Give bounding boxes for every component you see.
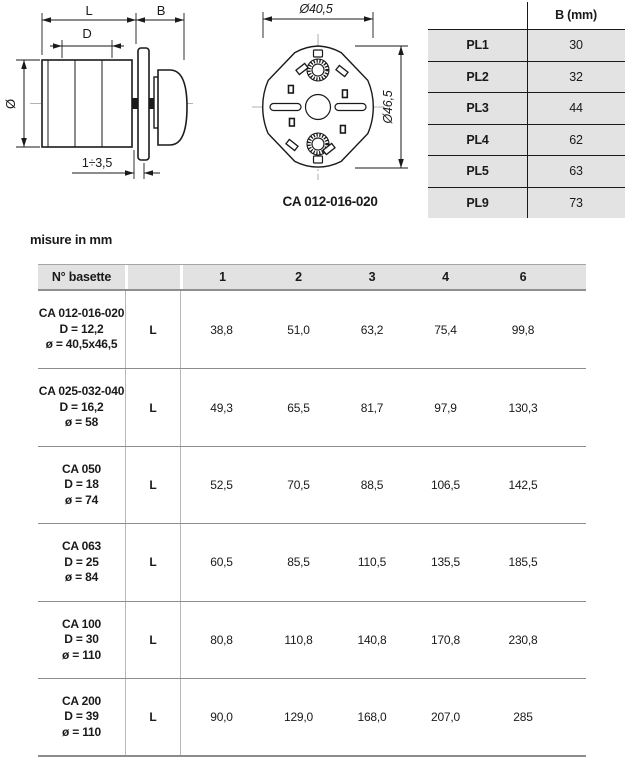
arrowhead xyxy=(364,16,373,22)
value-cell: 106,5 xyxy=(430,477,461,492)
side-slot xyxy=(335,104,366,111)
arrowhead xyxy=(136,17,145,23)
terminal-square xyxy=(341,126,346,134)
value-cell: 75,4 xyxy=(434,322,457,337)
value-cell: 207,0 xyxy=(430,710,461,725)
value-cell: 129,0 xyxy=(283,710,314,725)
value-cell: 38,8 xyxy=(180,291,262,368)
arrowhead xyxy=(175,17,184,23)
model-diam: ø = 74 xyxy=(64,492,99,507)
table-row xyxy=(38,523,586,600)
pl-value: 63 xyxy=(569,164,583,179)
value-cell: 110,5 xyxy=(357,555,387,570)
front-view-caption: CA 012-016-020 xyxy=(282,194,378,209)
model-cell xyxy=(38,679,125,755)
l-cell: L xyxy=(125,602,180,678)
value-cell: 142,5 xyxy=(508,477,538,492)
value-cell: 51,0 xyxy=(287,322,310,337)
model-name: CA 063 xyxy=(61,539,102,554)
model-name: CA 012-016-020 xyxy=(38,306,125,321)
col-header-empty xyxy=(125,265,180,289)
value-cell: 80,8 xyxy=(180,602,262,678)
terminal-square xyxy=(290,119,295,127)
pl-label: PL2 xyxy=(466,69,489,84)
terminal-square xyxy=(343,90,348,98)
pl-label: PL9 xyxy=(466,195,489,210)
pl-value: 30 xyxy=(569,38,583,53)
value-cell: 99,8 xyxy=(511,322,535,337)
model-d: D = 39 xyxy=(64,709,99,724)
b-table-header-label: B (mm) xyxy=(555,7,597,22)
value-cell: 285 xyxy=(513,710,533,725)
model-diam: ø = 84 xyxy=(64,570,99,585)
model-name: CA 200 xyxy=(61,693,102,708)
table-row xyxy=(38,446,586,523)
col-header-3: 3 xyxy=(368,270,376,284)
arrowhead xyxy=(42,17,51,23)
dim-label-L: L xyxy=(85,3,93,18)
b-table-header-empty xyxy=(428,0,527,29)
model-d: D = 25 xyxy=(64,554,99,569)
model-name: CA 050 xyxy=(61,461,102,476)
value-cell: 81,7 xyxy=(360,400,384,415)
model-diam: ø = 40,5x46,5 xyxy=(45,337,118,352)
arrowhead xyxy=(398,46,404,55)
pl-label: PL1 xyxy=(466,38,489,53)
front-view-drawing xyxy=(240,0,420,192)
model-cell xyxy=(38,291,125,368)
col-header-2: 2 xyxy=(295,270,302,284)
shaft-hole xyxy=(306,95,331,120)
arrowhead xyxy=(53,43,62,49)
shaft-block xyxy=(132,98,138,109)
table-row xyxy=(38,368,586,445)
arrowhead xyxy=(263,16,272,22)
model-cell xyxy=(38,369,125,445)
value-cell: 135,5 xyxy=(430,555,461,570)
table-row xyxy=(38,678,586,755)
model-d: D = 30 xyxy=(64,632,99,646)
l-cell: L xyxy=(125,291,180,368)
pl-value: 32 xyxy=(569,69,583,84)
l-cell: L xyxy=(125,524,180,600)
units-note: misure in mm xyxy=(30,232,113,247)
value-cell: 63,2 xyxy=(360,322,384,337)
dim-label-B: B xyxy=(156,3,166,18)
value-cell: 52,5 xyxy=(180,447,262,523)
dim-label-width: Ø40,5 xyxy=(299,2,333,16)
value-cell: 170,8 xyxy=(430,632,461,647)
model-name: CA 100 xyxy=(61,616,102,631)
table-row xyxy=(38,291,586,368)
value-cell: 85,5 xyxy=(287,555,310,570)
pl-label: PL5 xyxy=(466,164,489,179)
col-header-6: 6 xyxy=(519,270,527,284)
arrowhead xyxy=(398,159,404,168)
dim-label-diameter: Ø xyxy=(3,99,18,109)
model-name: CA 025-032-040 xyxy=(38,384,125,399)
table-row xyxy=(38,601,586,678)
dimension-table xyxy=(38,264,586,757)
value-cell: 168,0 xyxy=(357,710,387,725)
model-d: D = 18 xyxy=(64,477,99,492)
value-cell: 60,5 xyxy=(180,524,262,600)
l-cell: L xyxy=(125,679,180,755)
terminal-square xyxy=(289,86,294,94)
pl-label: PL3 xyxy=(466,101,489,116)
arrowhead xyxy=(125,170,134,176)
arrowhead xyxy=(112,43,121,49)
dim-label-D: D xyxy=(82,26,92,41)
arrowhead xyxy=(21,60,27,69)
pl-value: 73 xyxy=(569,195,583,210)
dimension-table-header-row xyxy=(38,264,586,291)
value-cell: 130,3 xyxy=(508,400,538,415)
model-diam: ø = 110 xyxy=(62,647,101,662)
arrowhead xyxy=(127,17,136,23)
value-cell: 230,8 xyxy=(508,632,538,647)
col-header-4: 4 xyxy=(442,270,449,284)
value-cell: 140,8 xyxy=(357,632,387,647)
pl-value: 62 xyxy=(569,132,583,147)
value-cell: 110,8 xyxy=(284,632,313,647)
dim-label-gap: 1÷3,5 xyxy=(81,156,113,170)
model-d: D = 12,2 xyxy=(59,321,104,336)
side-view-drawing xyxy=(0,0,200,190)
l-cell: L xyxy=(125,447,180,523)
model-diam: ø = 58 xyxy=(64,415,99,430)
model-cell xyxy=(38,602,125,678)
b-table-divider xyxy=(527,2,528,218)
side-slot xyxy=(270,104,301,111)
col-header-basette: N° basette xyxy=(51,270,112,284)
l-cell: L xyxy=(125,369,180,445)
model-d: D = 16,2 xyxy=(59,399,104,414)
model-diam: ø = 110 xyxy=(62,724,101,739)
mounting-flange xyxy=(138,48,149,160)
model-cell xyxy=(38,524,125,600)
value-cell: 70,5 xyxy=(287,477,310,492)
model-cell xyxy=(38,447,125,523)
value-cell: 185,5 xyxy=(508,555,538,570)
col-header-1: 1 xyxy=(180,265,262,289)
value-cell: 65,5 xyxy=(287,400,310,415)
dimension-table-body xyxy=(38,291,586,757)
knob xyxy=(158,70,187,145)
dim-label-height: Ø46,5 xyxy=(381,90,395,124)
value-cell: 88,5 xyxy=(360,477,384,492)
switch-body xyxy=(42,60,132,147)
value-cell: 49,3 xyxy=(180,369,262,445)
pl-label: PL4 xyxy=(466,132,489,147)
value-cell: 97,9 xyxy=(434,400,457,415)
arrowhead xyxy=(144,170,153,176)
value-cell: 90,0 xyxy=(180,679,262,755)
pl-value: 44 xyxy=(569,101,583,116)
arrowhead xyxy=(21,138,27,147)
b-dimension-table xyxy=(428,0,625,218)
